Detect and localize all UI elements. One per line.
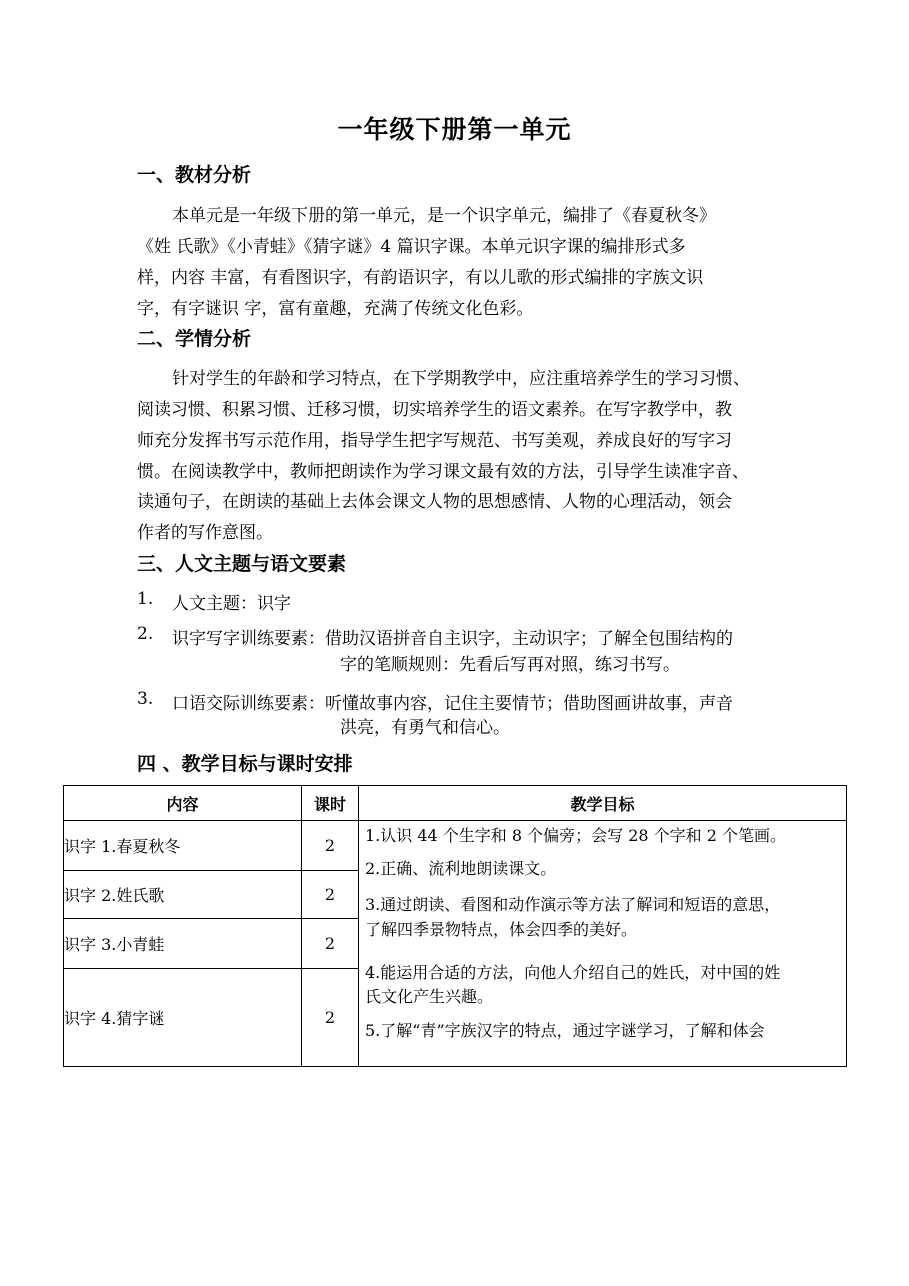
column-header-goals: 教学目标 <box>359 786 847 821</box>
lesson-hours: 2 <box>302 969 359 1067</box>
list-number: 1. <box>137 589 154 609</box>
lesson-name: 识字 3.小青蛙 <box>64 919 302 969</box>
section-heading-student-analysis: 二、学情分析 <box>137 328 252 350</box>
lesson-hours: 2 <box>302 821 359 871</box>
goal-line: 3.通过朗读、看图和动作演示等方法了解词和短语的意思， <box>365 895 781 914</box>
lesson-name: 识字 1.春夏秋冬 <box>64 821 302 871</box>
section-heading-textbook-analysis: 一、教材分析 <box>137 164 252 186</box>
lesson-hours: 2 <box>302 919 359 969</box>
paragraph-line: 本单元是一年级下册的第一单元，是一个识字单元，编排了《春夏秋冬》 <box>172 206 716 226</box>
paragraph-line: 《姓 氏歌》《小青蛙》《猜字谜》4 篇识字课。本单元识字课的编排形式多 <box>137 237 686 257</box>
table-row <box>64 821 847 871</box>
goal-line: 1.认识 44 个生字和 8 个偏旁；会写 28 个字和 2 个笔画。 <box>365 826 787 845</box>
goal-line: 4.能运用合适的方法，向他人介绍自己的姓氏，对中国的姓 <box>365 963 781 982</box>
paragraph-line: 样，内容 丰富，有看图识字，有韵语识字，有以儿歌的形式编排的字族文识 <box>137 268 704 288</box>
paragraph-line: 字，有字谜识 字，富有童趣，充满了传统文化色彩。 <box>137 299 534 319</box>
list-number: 2. <box>137 624 154 644</box>
list-item-continuation: 字的笔顺规则：先看后写再对照，练习书写。 <box>340 655 680 675</box>
section-heading-themes: 三、人文主题与语文要素 <box>137 553 347 575</box>
list-number: 3. <box>137 689 154 709</box>
list-item-text: 口语交际训练要素：听懂故事内容，记住主要情节；借助图画讲故事，声音 <box>172 694 733 714</box>
goal-line: 2.正确、流利地朗读课文。 <box>365 859 557 878</box>
paragraph-line: 针对学生的年龄和学习特点，在下学期教学中，应注重培养学生的学习习惯、 <box>172 369 750 389</box>
goal-line: 了解四季景物特点，体会四季的美好。 <box>365 920 638 939</box>
paragraph-line: 作者的写作意图。 <box>137 523 273 543</box>
lesson-name: 识字 2.姓氏歌 <box>64 871 302 919</box>
paragraph-line: 阅读习惯、积累习惯、迁移习惯，切实培养学生的语文素养。在写字教学中，教 <box>137 400 732 420</box>
lesson-hours: 2 <box>302 871 359 919</box>
teaching-goals-cell <box>359 821 847 1067</box>
list-item-continuation: 洪亮，有勇气和信心。 <box>340 718 510 738</box>
lesson-name: 识字 4.猜字谜 <box>64 969 302 1067</box>
goal-line: 5.了解“青”字族汉字的特点，通过字谜学习，了解和体会 <box>365 1021 765 1040</box>
list-item-text: 人文主题：识字 <box>172 594 291 614</box>
page-title: 一年级下册第一单元 <box>337 115 572 144</box>
column-header-content: 内容 <box>64 786 302 821</box>
table-header-row <box>64 786 847 821</box>
section-heading-goals-schedule: 四 、教学目标与课时安排 <box>137 753 353 775</box>
column-header-hours: 课时 <box>302 786 359 821</box>
paragraph-line: 读通句子，在朗读的基础上去体会课文人物的思想感情、人物的心理活动，领会 <box>137 492 732 512</box>
goal-line: 氏文化产生兴趣。 <box>365 987 494 1006</box>
list-item-text: 识字写字训练要素：借助汉语拼音自主识字，主动识字；了解全包围结构的 <box>172 629 733 649</box>
paragraph-line: 师充分发挥书写示范作用，指导学生把字写规范、书写美观，养成良好的写字习 <box>137 431 732 451</box>
paragraph-line: 惯。在阅读教学中，教师把朗读作为学习课文最有效的方法，引导学生读准字音、 <box>137 462 749 482</box>
goals-schedule-table <box>63 785 847 1067</box>
